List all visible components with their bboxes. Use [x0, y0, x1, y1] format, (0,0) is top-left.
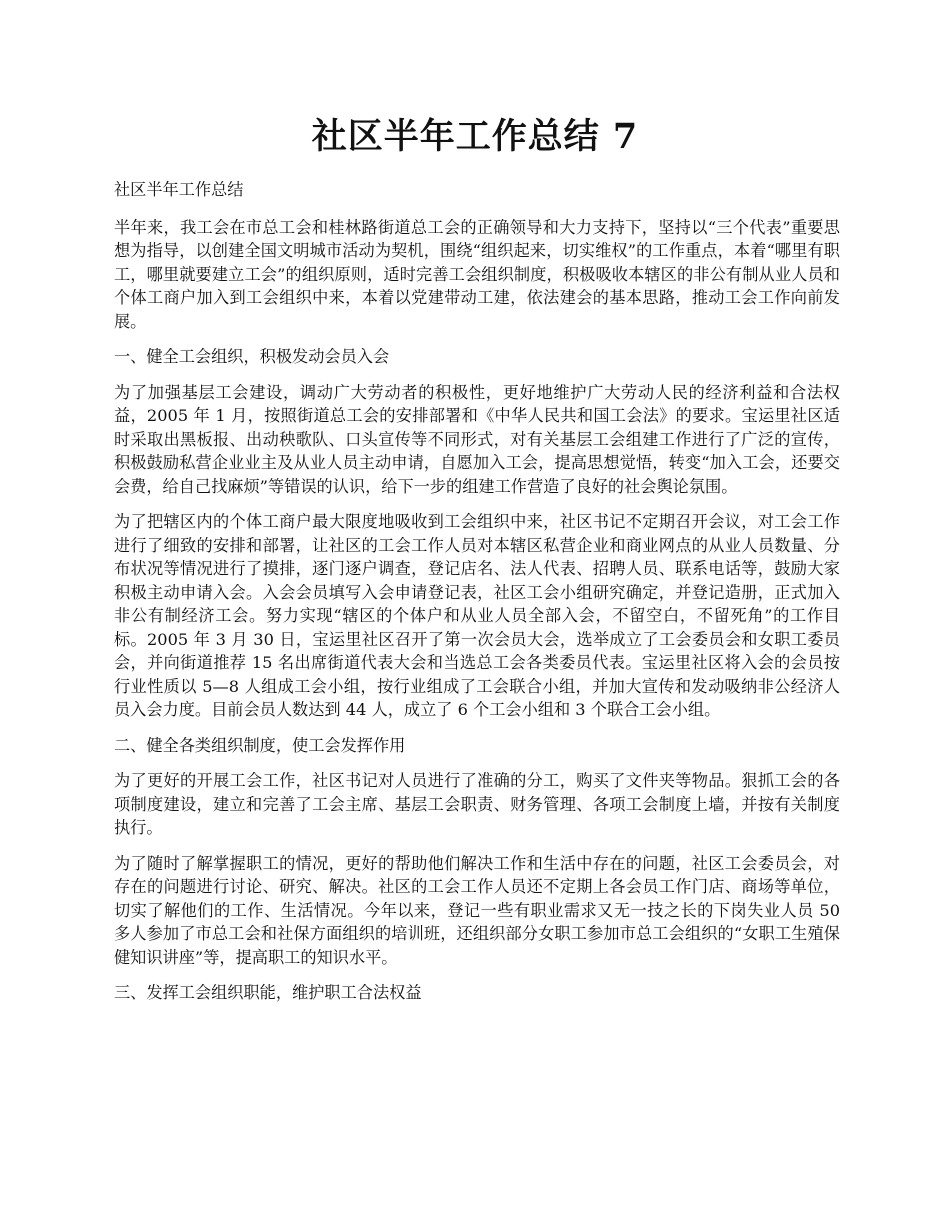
- paragraph: 半年来，我工会在市总工会和桂林路街道总工会的正确领导和大力支持下，坚持以“三个代表”重要思想为指导，以创建全国文明城市活动为契机，围绕“组织起来，切实维权”的工作重点，本着“哪里有职工，哪里就要建立工会”的组织原则，适时完善工会组织制度，积极吸收本辖区的非公有制从业人员和个体工商户加入到工会组织中来，本着以党建带动工建，依法建会的基本思路，推动工会工作向前发展。: [114, 217, 840, 331]
- paragraph: 为了加强基层工会建设，调动广大劳动者的积极性，更好地维护广大劳动人民的经济利益和合法权益，2005 年 1 月，按照街道总工会的安排部署和《中华人民共和国工会法》的要求。宝运里社区适时采取出黑板报、出动秧歌队、口头宣传等不同形式，对有关基层工会组建工作进行了广泛的宣传，积极鼓励私营企业业主及从业人员主动申请，自愿加入工会，提高思想觉悟，转变“加入工会，还要交会费，给自己找麻烦”等错误的认识，给下一步的组建工作营造了良好的社会舆论氛围。: [114, 382, 840, 496]
- section-heading: 三、发挥工会组织职能，维护职工合法权益: [114, 983, 422, 1002]
- document-subtitle: 社区半年工作总结: [114, 180, 244, 199]
- section-heading: 二、健全各类组织制度，使工会发挥作用: [114, 735, 406, 755]
- paragraph: 为了随时了解掌握职工的情况，更好的帮助他们解决工作和生活中存在的问题，社区工会委员会，对存在的问题进行讨论、研究、解决。社区的工会工作人员还不定期上各会员工作门店、商场等单位，切实了解他们的工作、生活情况。今年以来，登记一些有职业需求又无一技之长的下岗失业人员 50 多人参加了市总工会和社保方面组织的培训班，还组织部分女职工参加市总工会组织的“女职工生殖保健知识讲座”等，提高职工的知识水平。: [114, 853, 840, 967]
- document-body: [114, 178, 840, 1017]
- section-heading: 一、健全工会组织，积极发动会员入会: [114, 347, 390, 366]
- document-title: 社区半年工作总结 7: [311, 116, 639, 157]
- paragraph: 为了把辖区内的个体工商户最大限度地吸收到工会组织中来，社区书记不定期召开会议，对工会工作进行了细致的安排和部署，让社区的工会工作人员对本辖区私营企业和商业网点的从业人员数量、分布状况等情况进行了摸排，逐门逐户调查，登记店名、法人代表、招聘人员、联系电话等，鼓励大家积极主动申请入会。入会会员填写入会申请登记表，社区工会小组研究确定，并登记造册，正式加入非公有制经济工会。努力实现“辖区的个体户和从业人员全部入会，不留空白，不留死角”的工作目标。2005 年 3 月 30 日，宝运里社区召开了第一次会员大会，选举成立了工会委员会和女职工委员会，并向街道推荐 15 名出席街道代表大会和当选总工会各类委员代表。宝运里社区将入会的会员按行业性质以 5—8 人组成工会小组，按行业组成了工会联合小组，并加大宣传和发动吸纳非公经济人员入会力度。目前会员人数达到 44 人，成立了 6 个工会小组和 3 个联合工会小组。: [114, 512, 840, 719]
- paragraph: 为了更好的开展工会工作，社区书记对人员进行了准确的分工，购买了文件夹等物品。狠抓工会的各项制度建设，建立和完善了工会主席、基层工会职责、财务管理、各项工会制度上墙，并按有关制度执行。: [114, 771, 840, 837]
